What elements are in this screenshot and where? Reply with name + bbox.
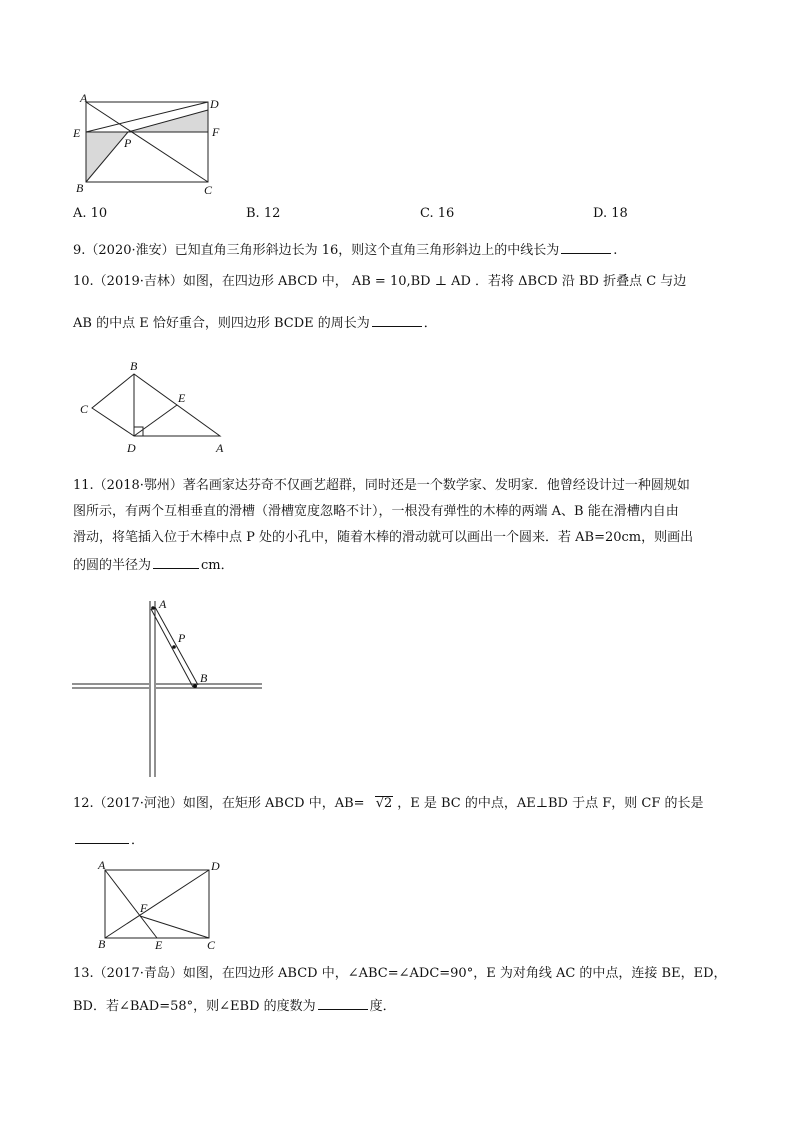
q10-end: ． [423, 316, 437, 331]
q11-end: cm． [201, 558, 234, 573]
q9-end: . [613, 243, 618, 258]
label-e: E [73, 126, 81, 140]
question-11-line2: 图所示，有两个互相垂直的滑槽（滑槽宽度忽略不计），一根没有弹性的木棒的两端 A、B 能在滑槽内自由 [73, 504, 679, 519]
option-b: B. 12 [246, 206, 281, 221]
label-b: B [76, 181, 84, 195]
label-p: P [124, 136, 132, 150]
label-d: D [210, 97, 219, 111]
end-b-dot [193, 684, 197, 688]
question-10-line2 [73, 313, 437, 334]
q11-text: 的圆的半径为 [73, 558, 152, 573]
question-10-line1: 10.（2019·吉林）如图，在四边形 ABCD 中， AB = 10,BD ⊥ AD ．若将 ΔBCD 沿 BD 折叠点 C 与边 [73, 274, 687, 289]
question-11-line4 [73, 555, 234, 576]
label-d: D [211, 859, 220, 873]
label-f: F [212, 125, 220, 139]
q12-end: ． [131, 833, 145, 848]
question-11-line1: 11.（2018·鄂州）著名画家达芬奇不仅画艺超群，同时还是一个数学家、发明家．他曾经设计过一种圆规如 [73, 478, 690, 493]
stick-edge-2 [155, 607, 198, 685]
label-a: A [98, 858, 106, 872]
question-13-line2 [73, 996, 396, 1017]
segment-de [134, 405, 177, 436]
option-d: D. 18 [593, 206, 628, 221]
answer-blank [561, 240, 611, 254]
label-e: E [155, 938, 163, 952]
label-e: E [178, 391, 186, 405]
quad-bcda [92, 374, 220, 436]
slot-cross-cover [151, 685, 155, 688]
q12-text: 12.（2017·河池）如图，在矩形 ABCD 中，AB= [73, 796, 365, 811]
label-f: F [140, 901, 148, 915]
q11-figure [70, 595, 270, 780]
question-12-line1 [73, 794, 703, 814]
label-d: D [127, 441, 136, 455]
segment-cf [140, 916, 209, 938]
question-11-line3: 滑动，将笔插入位于木棒中点 P 处的小孔中，随着木棒的滑动就可以画出一个圆来．若 AB=20cm，则画出 [73, 530, 694, 545]
label-a: A [216, 441, 224, 455]
stick-edge-1 [151, 609, 193, 687]
label-a: A [159, 597, 167, 611]
label-b: B [200, 671, 208, 685]
label-b: B [98, 937, 106, 951]
label-p: P [178, 631, 186, 645]
q10-text: AB 的中点 E 恰好重合，则四边形 BCDE 的周长为 [73, 316, 370, 331]
sqrt-2: √2 [375, 796, 393, 811]
pen-p-dot [172, 645, 176, 649]
end-a-dot [151, 606, 155, 610]
answer-blank [153, 555, 199, 569]
answer-blank [372, 313, 422, 327]
option-a: A. 10 [73, 206, 108, 221]
q12-figure [90, 858, 230, 953]
label-c: C [207, 938, 216, 952]
label-b: B [130, 360, 138, 373]
q13-end: 度． [369, 999, 396, 1014]
q9-text: 9.（2020·淮安）已知直角三角形斜边长为 16，则这个直角三角形斜边上的中线长为 [73, 243, 560, 258]
label-c: C [80, 402, 89, 416]
option-c: C. 16 [420, 206, 455, 221]
q13-text: BD．若∠BAD=58°，则∠EBD 的度数为 [73, 999, 316, 1014]
segment-ae [105, 870, 157, 938]
question-9 [73, 240, 617, 261]
q12-text-cont: ，E 是 BC 的中点，AE⊥BD 于点 F，则 CF 的长是 [397, 796, 704, 811]
label-c: C [204, 183, 213, 197]
answer-blank [75, 830, 129, 844]
label-a: A [80, 92, 88, 105]
q8-figure [70, 92, 230, 202]
question-12-line2 [73, 830, 144, 851]
question-13-line1: 13.（2017·青岛）如图，在四边形 ABCD 中，∠ABC=∠ADC=90°，E 为对角线 AC 的中点，连接 BE，ED， [73, 966, 727, 981]
answer-blank [318, 996, 368, 1010]
diagonal-bd [105, 870, 209, 938]
q10-figure [70, 360, 240, 460]
